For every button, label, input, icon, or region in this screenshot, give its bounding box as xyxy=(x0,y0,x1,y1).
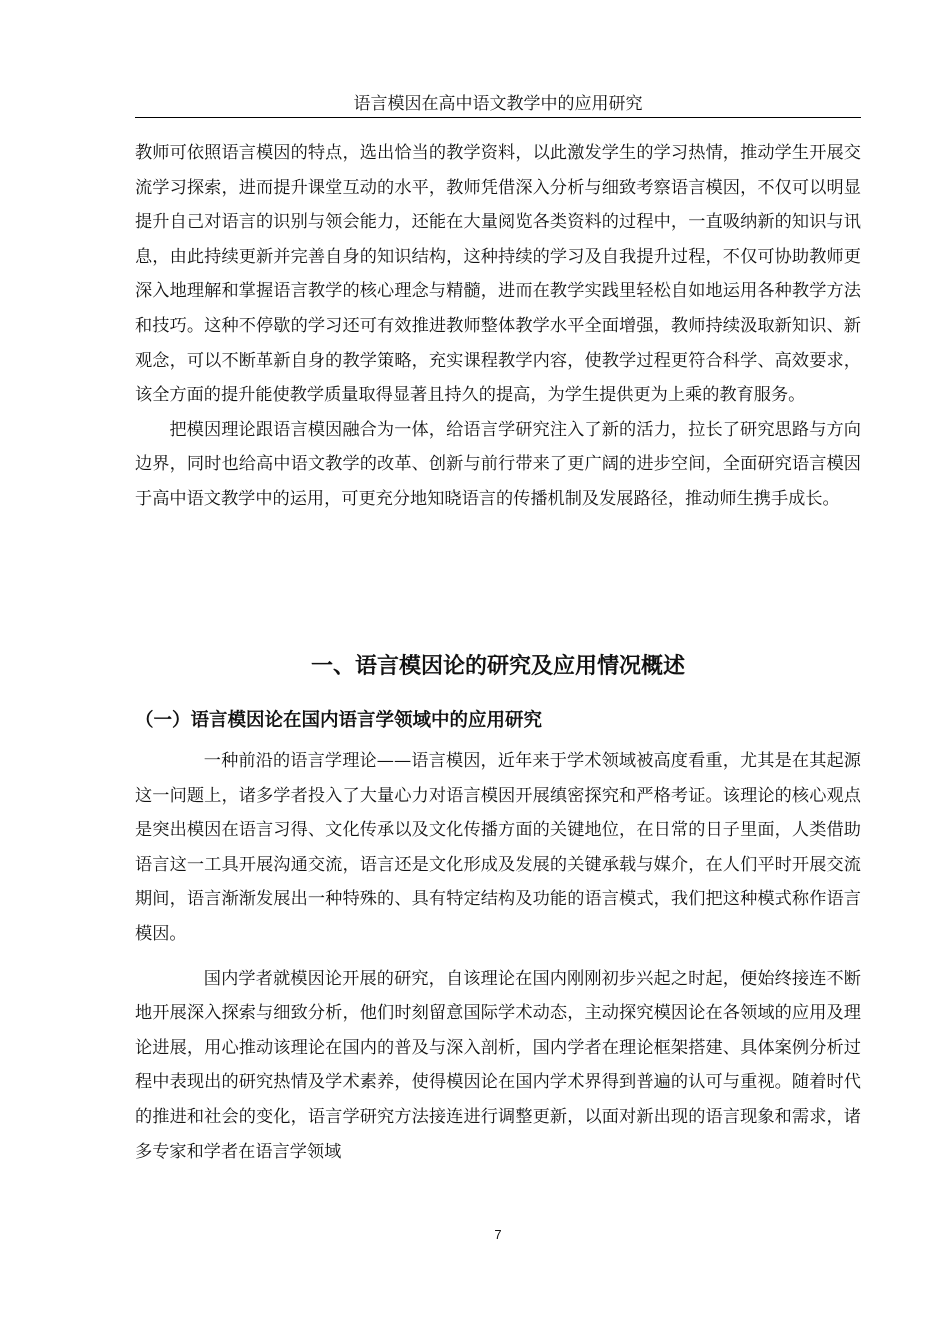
running-header: 语言模因在高中语文教学中的应用研究 xyxy=(353,94,643,114)
paragraph-meme-theory-fusion: 把模因理论跟语言模因融合为一体，给语言学研究注入了新的活力，拉长了研究思路与方向边界，同时也给高中语文教学的改革、创新与前行带来了更广阔的进步空间，全面研究语言模因于高中语文教学中的运用，可更充分地知晓语言的传播机制及发展路径，推动师生携手成长。 xyxy=(135,419,861,509)
paragraph-continued: 教师可依照语言模因的特点，选出恰当的教学资料，以此激发学生的学习热情，推动学生开展交流学习探索，进而提升课堂互动的水平，教师凭借深入分析与细致考察语言模因，不仅可以明显提升自己对语言的识别与领会能力，还能在大量阅览各类资料的过程中，一直吸纳新的知识与讯息，由此持续更新并完善自身的知识结构，这种持续的学习及自我提升过程，不仅可协助教师更深入地理解和掌握语言教学的核心理念与精髓，进而在教学实践里轻松自如地运用各种教学方法和技巧。这种不停歇的学习还可有效推进教师整体教学水平全面增强，教师持续汲取新知识、新观念，可以不断革新自身的教学策略，充实课程教学内容，使教学过程更符合科学、高效要求，该全方面的提升能使教学质量取得显著且持久的提高，为学生提供更为上乘的教育服务。 xyxy=(135,143,861,406)
body-text-top xyxy=(135,136,861,517)
page-number: 7 xyxy=(494,1227,502,1242)
paragraph-language-meme-definition: 一种前沿的语言学理论——语言模因，近年来于学术领域被高度看重，尤其是在其起源这一问题上，诸多学者投入了大量心力对语言模因开展缜密探究和严格考证。该理论的核心观点是突出模因在语言习得、文化传承以及文化传播方面的关键地位，在日常的日子里面，人类借助语言这一工具开展沟通交流，语言还是文化形成及发展的关键承载与媒介，在人们平时开展交流期间，语言渐渐发展出一种特殊的、具有特定结构及功能的语言模式，我们把这种模式称作语言模因。 xyxy=(135,751,861,944)
body-text-bottom xyxy=(135,744,861,1169)
header-rule xyxy=(135,117,861,118)
section-title: 一、语言模因论的研究及应用情况概述 xyxy=(310,654,685,679)
paragraph-domestic-research: 国内学者就模因论开展的研究，自该理论在国内刚刚初步兴起之时起，便始终接连不断地开展深入探索与细致分析，他们时刻留意国际学术动态，主动探究模因论在各领域的应用及理论进展，用心推动该理论在国内的普及与深入剖析，国内学者在理论框架搭建、具体案例分析过程中表现出的研究热情及学术素养，使得模因论在国内学术界得到普遍的认可与重视。随着时代的推进和社会的变化，语言学研究方法接连进行调整更新，以面对新出现的语言现象和需求，诸多专家和学者在语言学领域 xyxy=(135,968,861,1162)
subsection-title: （一）语言模因论在国内语言学领域中的应用研究 xyxy=(135,710,543,731)
